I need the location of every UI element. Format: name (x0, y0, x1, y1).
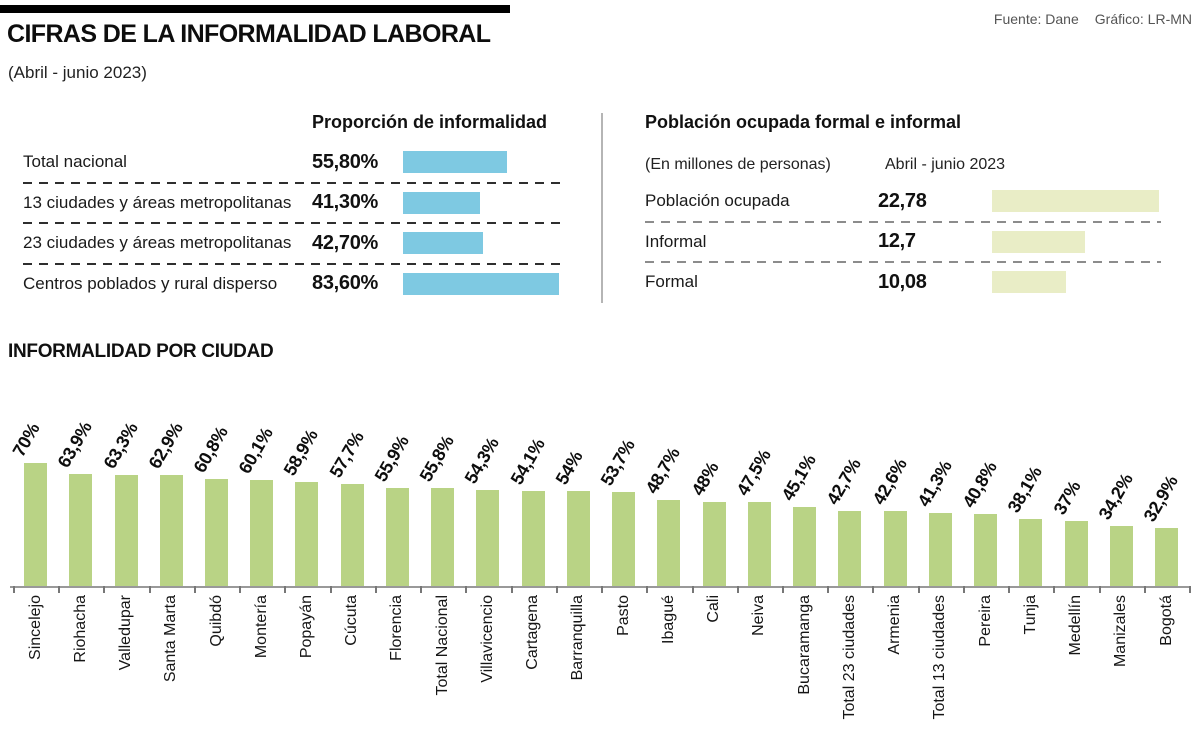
bar (703, 502, 726, 587)
axis-tick (872, 586, 874, 593)
axis-tick (511, 586, 513, 593)
bar-value-label: 54% (551, 447, 587, 488)
bar (431, 488, 454, 586)
table-row (23, 265, 563, 304)
bar (838, 511, 861, 586)
bar-city-label: Sincelejo (26, 595, 44, 660)
bar (24, 463, 47, 586)
row-value: 12,7 (878, 230, 916, 253)
page-subtitle: (Abril - junio 2023) (8, 63, 147, 82)
bar-city-label: Quibdó (207, 595, 225, 647)
bar-city-label: Total 23 ciudades (840, 595, 858, 720)
axis-tick (646, 586, 648, 593)
bar-value-label: 37% (1049, 477, 1085, 518)
bar (250, 480, 273, 586)
row-label: Informal (645, 231, 707, 251)
axis-tick (13, 586, 15, 593)
row-value: 10,08 (878, 270, 927, 293)
row-label: Centros poblados y rural disperso (23, 273, 278, 293)
credit-label: Gráfico: LR-MN (1094, 11, 1192, 27)
bar-city-label: Cali (705, 595, 723, 623)
axis-tick (103, 586, 105, 593)
row-bar (403, 151, 507, 173)
axis-tick (556, 586, 558, 593)
row-bar (403, 232, 483, 254)
bar-city-label: Cúcuta (343, 595, 361, 646)
bar-city-label: Villavicencio (478, 595, 496, 683)
bar-city-label: Santa Marta (162, 595, 180, 683)
row-value: 22,78 (878, 189, 927, 212)
bar (1155, 528, 1178, 586)
axis-tick (420, 586, 422, 593)
bar (160, 475, 183, 586)
row-label: 13 ciudades y áreas metropolitanas (23, 192, 292, 212)
bar-city-label: Armenia (886, 595, 904, 655)
row-value: 41,30% (312, 191, 379, 214)
bar-city-label: Bogotá (1157, 595, 1175, 646)
bar-city-label: Popayán (297, 595, 315, 659)
bar-city-label: Riohacha (71, 595, 89, 663)
row-label: Total nacional (23, 152, 127, 172)
population-rows (645, 182, 1161, 302)
bar (386, 488, 409, 586)
bar (657, 500, 680, 586)
period-label: Abril - junio 2023 (885, 156, 1006, 173)
axis-tick (1053, 586, 1055, 593)
row-label: 23 ciudades y áreas metropolitanas (23, 233, 292, 253)
bar (567, 491, 590, 586)
axis-tick (375, 586, 377, 593)
table-row (645, 182, 1161, 221)
bar-value-label: 53,7% (596, 435, 639, 489)
bar-city-label: Pereira (976, 595, 994, 647)
axis-tick (239, 586, 241, 593)
axis-tick (465, 586, 467, 593)
row-bar (992, 271, 1066, 293)
bar-value-label: 42,6% (868, 455, 911, 508)
city-chart-title: INFORMALIDAD POR CIUDAD (8, 341, 274, 362)
panel-divider (601, 113, 603, 303)
bar (69, 474, 92, 587)
page-title: CIFRAS DE LA INFORMALIDAD LABORAL (7, 20, 491, 48)
axis-tick (330, 586, 332, 593)
bar-city-label: Montería (252, 595, 270, 659)
bar-value-label: 63,3% (99, 418, 142, 472)
axis-tick (918, 586, 920, 593)
axis-tick (58, 586, 60, 593)
row-value: 55,80% (312, 150, 379, 173)
table-row (645, 223, 1161, 262)
axis-tick (1189, 586, 1191, 593)
bar-city-label: Total 13 ciudades (931, 595, 949, 720)
row-bar (992, 231, 1085, 253)
bar-value-label: 55,9% (370, 431, 413, 485)
bar (884, 511, 907, 586)
bar-value-label: 45,1% (777, 450, 820, 504)
bar-value-label: 60,1% (234, 424, 277, 478)
row-bar (403, 192, 480, 214)
proportion-rows (23, 143, 563, 303)
bar-city-label: Valledupar (117, 595, 134, 671)
bar-city-label: Cartagena (524, 595, 542, 670)
bar-city-label: Bucaramanga (795, 595, 813, 695)
axis-tick (1099, 586, 1101, 593)
unit-note: (En millones de personas) (645, 156, 831, 173)
bar (295, 482, 318, 586)
bar-value-label: 54,1% (506, 434, 549, 488)
population-panel (645, 112, 1161, 302)
axis-tick (827, 586, 829, 593)
table-row (23, 143, 563, 182)
row-bar (992, 190, 1159, 212)
bar-value-label: 63,9% (53, 417, 96, 471)
population-subheader (645, 144, 1161, 182)
axis-tick (1008, 586, 1010, 593)
bar-city-label: Medellín (1067, 595, 1084, 656)
table-row (23, 224, 563, 263)
population-title: Población ocupada formal e informal (645, 112, 962, 132)
axis-tick (149, 586, 151, 593)
bar-value-label: 48% (687, 458, 723, 499)
proportion-title: Proporción de informalidad (312, 112, 548, 132)
axis-tick (963, 586, 965, 593)
bar (1110, 526, 1133, 586)
bar-city-label: Pasto (614, 595, 632, 636)
axis-tick (284, 586, 286, 593)
bar (476, 490, 499, 586)
row-label: Formal (645, 272, 698, 292)
bar (115, 475, 138, 586)
bar (1065, 521, 1088, 586)
bar (522, 491, 545, 586)
bar-value-label: 60,8% (189, 423, 232, 476)
source-line (994, 11, 1192, 27)
bar-value-label: 58,9% (280, 426, 323, 480)
bar-value-label: 54,3% (461, 434, 504, 488)
bar-value-label: 42,7% (822, 454, 866, 508)
bar-value-label: 41,3% (913, 457, 956, 511)
city-chart (10, 388, 1191, 736)
bar (612, 492, 635, 587)
bar-value-label: 34,2% (1094, 469, 1137, 523)
bar (205, 479, 228, 586)
bar (1019, 519, 1042, 586)
bar (929, 513, 952, 586)
bar-value-label: 32,9% (1139, 472, 1182, 526)
bar-value-label: 38,1% (1003, 462, 1047, 516)
axis-tick (1144, 586, 1146, 593)
bar-city-label: Ibagué (659, 595, 677, 644)
row-bar (403, 273, 559, 295)
bar-value-label: 48,7% (642, 444, 685, 498)
axis-tick (692, 586, 694, 593)
bar-city-label: Barranquilla (569, 595, 587, 681)
bar-city-label: Manizales (1112, 595, 1130, 668)
header-rule (0, 5, 510, 13)
axis-tick (737, 586, 739, 593)
bar (748, 502, 771, 586)
bar-city-label: Neiva (750, 595, 768, 636)
bar-value-label: 47,5% (732, 446, 775, 500)
bar (793, 507, 816, 586)
table-row (23, 184, 563, 223)
bar-value-label: 70% (8, 419, 44, 460)
bar-city-label: Total Nacional (433, 595, 451, 696)
table-row (645, 263, 1161, 302)
bar-value-label: 55,8% (415, 431, 458, 485)
bar-city-label: Tunja (1021, 595, 1039, 635)
bar (341, 484, 364, 586)
bar-value-label: 62,9% (144, 419, 187, 473)
bar-city-label: Florencia (388, 595, 406, 661)
bar (974, 514, 997, 586)
row-value: 83,60% (312, 272, 379, 295)
bar-value-label: 40,8% (958, 458, 1001, 512)
proportion-panel (23, 112, 563, 303)
row-label: Población ocupada (645, 191, 790, 211)
source-label: Fuente: Dane (993, 11, 1079, 27)
axis-tick (601, 586, 603, 593)
axis-tick (194, 586, 196, 593)
bar-value-label: 57,7% (325, 428, 368, 482)
row-value: 42,70% (312, 231, 379, 254)
axis-tick (782, 586, 784, 593)
